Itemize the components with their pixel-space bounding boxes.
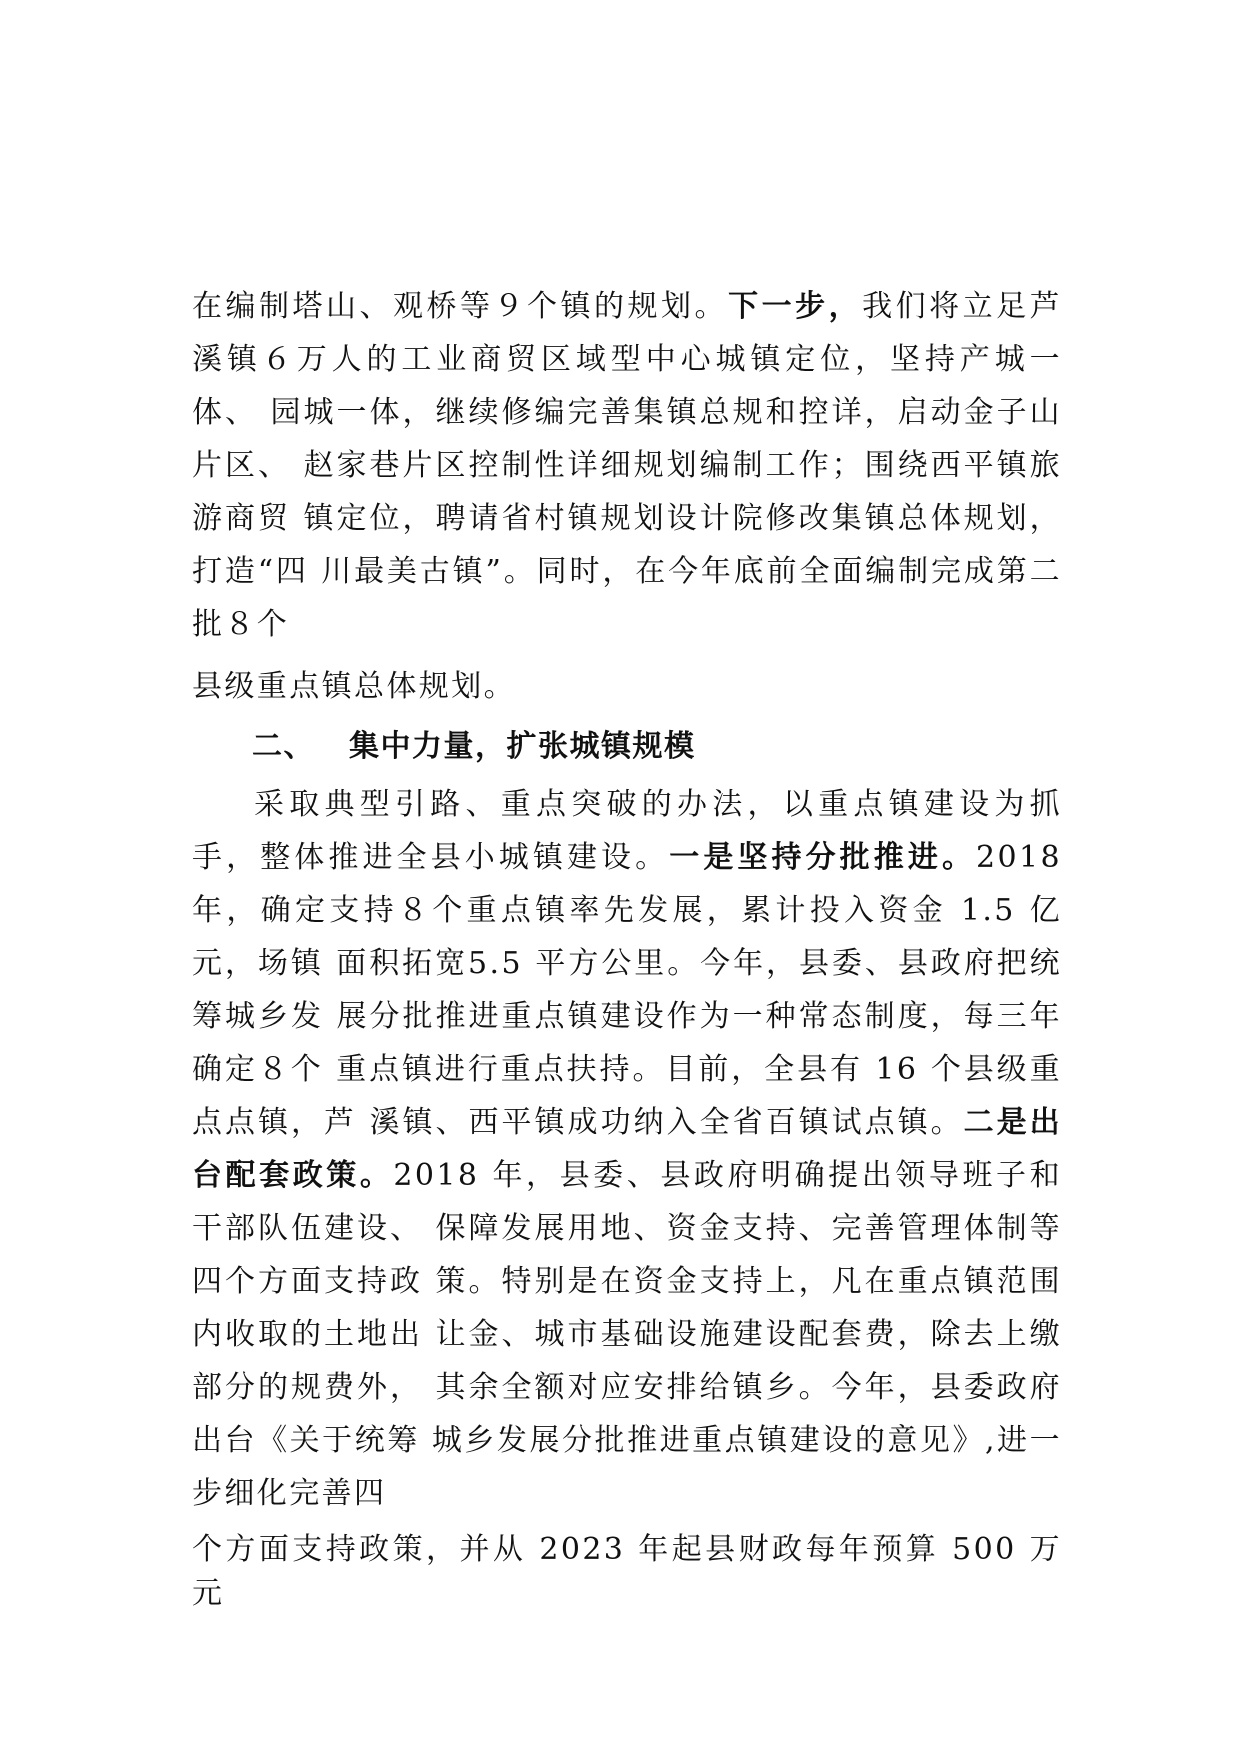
emphasis-supporting-policy: 二是出台配套政策。 [192, 1105, 1062, 1193]
paragraph-text: 2018 年，县委、县政府明确提出领导班子和干部队伍建设、 保障发展用地、资金支持、完善管理体制等四个方面支持政 策。特别是在资金支持上，凡在重点镇范围内收取的土地出 让金、城市基础设施建设配套费，除去上缴部分的规费外， 其余全额对应安排给镇乡。今年，县委政府出台《关于统筹 城乡发展分批推进重点镇建设的意见》,进一步细化完善四 [192, 1158, 1062, 1511]
emphasis-batch-advance: 一是坚持分批推进。 [669, 840, 977, 875]
paragraph-text: 县级重点镇总体规划。 [192, 669, 516, 704]
paragraph-continuation [192, 660, 1062, 713]
paragraph-text: 2018 年，确定支持８个重点镇率先发展，累计投入资金 1.5 亿元，场镇 面积拓宽5.5 平方公里。今年，县委、县政府把统筹城乡发 展分批推进重点镇建设作为一种常态制度，每三年确定８个 重点镇进行重点扶持。目前，全县有 16 个县级重点点镇，芦 溪镇、西平镇成功纳入全省百镇试点镇。 [192, 840, 1062, 1140]
paragraph-town-expansion [192, 778, 1062, 1520]
paragraph-text: 我们将立足芦 溪镇６万人的工业商贸区域型中心城镇定位，坚持产城一体、 园城一体，继续修编完善集镇总规和控详，启动金子山片区、 赵家巷片区控制性详细规划编制工作；围绕西平镇旅游商贸 镇定位，聘请省村镇规划设计院修改集镇总体规划，打造“四 川最美古镇”。同时，在今年底前全面编制完成第二批８个 [192, 289, 1062, 642]
emphasis-next-step: 下一步， [728, 289, 863, 324]
paragraph-budget [192, 1528, 1062, 1616]
paragraph-text: 个方面支持政策，并从 2023 年起县财政每年预算 500 万元 [192, 1532, 1062, 1611]
section-heading [252, 720, 696, 773]
section-title: 集中力量，扩张城镇规模 [349, 729, 696, 764]
paragraph-planning [192, 280, 1062, 651]
section-number: 二、 [252, 729, 315, 764]
paragraph-text: 在编制塔山、观桥等９个镇的规划。 [192, 289, 729, 324]
paragraph-text: 采取典型引路、重点突破的办法，以重点镇建设为抓手，整体推进全县小城镇建设。 [192, 787, 1062, 875]
